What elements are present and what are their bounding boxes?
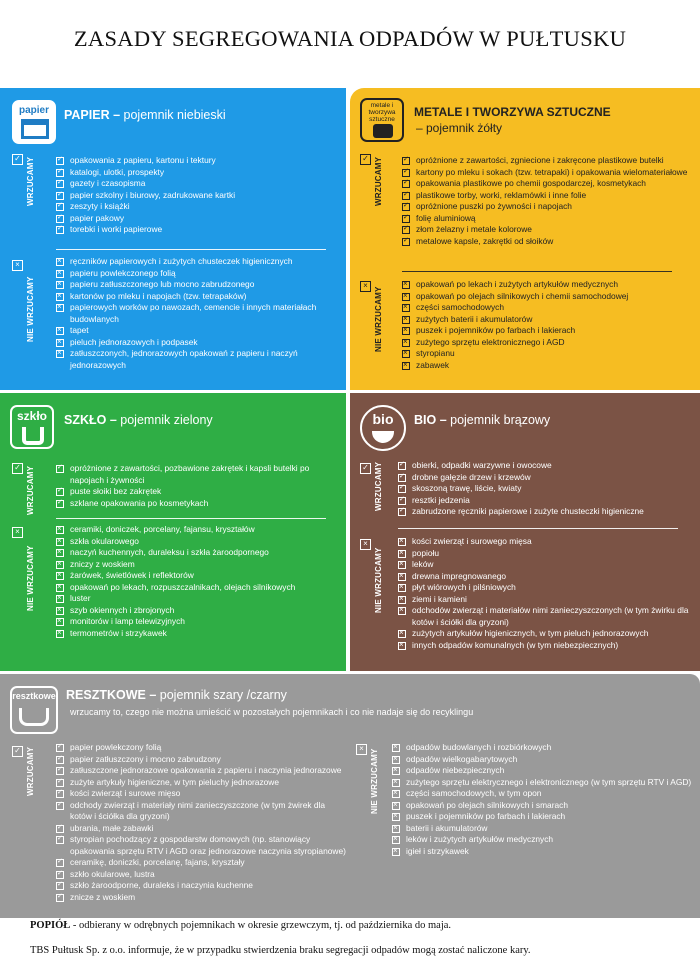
glass-panel [0, 393, 346, 671]
list-item: monitorów i lamp telewizyjnych × [56, 616, 336, 628]
list-item: popiołu × [398, 548, 694, 560]
list-item: opakowania plastikowe po chemii gospodarczej, kosmetykach ✓ [402, 178, 694, 190]
list-item: odpadów wielkogabarytowych × [392, 754, 692, 766]
paper-panel [0, 88, 346, 390]
paper-yes-list [56, 155, 336, 236]
metal-plastic-container-icon [360, 98, 404, 142]
list-item: opakowań po olejach silnikowych i chemii samochodowej × [402, 291, 694, 303]
metal-no-label: NIE WRZUCAMY [374, 286, 383, 352]
rest-heading [66, 688, 287, 702]
list-item: katalogi, ulotki, prospekty ✓ [56, 167, 336, 179]
bio-heading [414, 413, 550, 427]
list-item: zabawek × [402, 360, 694, 372]
bio-yes-label: WRZUCAMY [374, 461, 383, 511]
paper-logo-text: papier [18, 105, 49, 116]
divider [56, 518, 326, 519]
list-item: kości zwierząt i surowego mięsa × [398, 536, 694, 548]
list-item: opakowań po lekach, rozpuszczalnikach, olejach silnikowych × [56, 582, 336, 594]
rest-subtitle: wrzucamy to, czego nie można umieścić w pozostałych pojemnikach i co nie nadaje się do recyklingu [70, 707, 474, 717]
metal-panel [350, 88, 700, 390]
list-item: ręczników papierowych i zużytych chusteczek higienicznych × [56, 256, 336, 268]
list-item: innych odpadów komunalnych (w tym niebezpiecznych) × [398, 640, 694, 652]
list-item: odpadów niebezpiecznych × [392, 765, 692, 777]
glass-name: SZKŁO – [64, 413, 117, 427]
mixed-waste-panel [0, 674, 700, 918]
bio-container-icon [360, 405, 406, 451]
list-item: leków i zużytych artykułów medycznych × [392, 834, 692, 846]
list-item: ubrania, małe zabawki ✓ [56, 823, 346, 835]
bio-logo-text: bio [372, 411, 394, 427]
list-item: kartony po mleku i sokach (tzw. tetrapaki) i opakowania wielomateriałowe ✓ [402, 167, 694, 179]
paper-no-list [56, 256, 336, 371]
yes-check-icon: ✓ [360, 463, 371, 474]
list-item: części samochodowych, w tym opon × [392, 788, 692, 800]
rest-name: RESZTKOWE – [66, 688, 157, 702]
list-item: opakowania z papieru, kartonu i tektury ✓ [56, 155, 336, 167]
list-item: części samochodowych × [402, 302, 694, 314]
rest-no-list [392, 742, 692, 857]
divider [402, 271, 672, 272]
list-item: ceramiki, doniczek, porcelany, fajansu, kryształów × [56, 524, 336, 536]
list-item: ceramikę, doniczki, porcelanę, fajans, kryształy ✓ [56, 857, 346, 869]
list-item: naczyń kuchennych, duraleksu i szkła żaroodpornego × [56, 547, 336, 559]
list-item: opakowań po olejach silnikowych i smarach × [392, 800, 692, 812]
list-item: zabrudzone ręczniki papierowe i zużyte chusteczki higieniczne ✓ [398, 506, 694, 518]
bio-container: pojemnik brązowy [446, 413, 551, 427]
list-item: drobne gałęzie drzew i krzewów ✓ [398, 472, 694, 484]
list-item: szkła okularowego × [56, 536, 336, 548]
list-item: zniczy z woskiem × [56, 559, 336, 571]
list-item: puszek i pojemników po farbach i lakierach × [402, 325, 694, 337]
list-item: papier szkolny i biurowy, zadrukowane kartki ✓ [56, 190, 336, 202]
list-item: zużytych artykułów higienicznych, w tym pieluch jednorazowych × [398, 628, 694, 640]
list-item: papieru powlekczonego folią × [56, 268, 336, 280]
list-item: leków × [398, 559, 694, 571]
glass-yes-label: WRZUCAMY [26, 465, 35, 515]
no-cross-icon: × [360, 539, 371, 550]
list-item: opróżnione puszki po żywności i napojach ✓ [402, 201, 694, 213]
list-item: puszek i pojemników po farbach i lakierach × [392, 811, 692, 823]
yes-check-icon: ✓ [12, 154, 23, 165]
list-item: gazety i czasopisma ✓ [56, 178, 336, 190]
paper-heading [64, 108, 226, 122]
list-item: zatłuszczone jednorazowe opakowania z papieru i naczynia jednorazowe ✓ [56, 765, 346, 777]
page-title: ZASADY SEGREGOWANIA ODPADÓW W PUŁTUSKU [73, 26, 627, 51]
metal-yes-label: WRZUCAMY [374, 156, 383, 206]
list-item: zeszyty i książki ✓ [56, 201, 336, 213]
list-item: papier powlekczony folią ✓ [56, 742, 346, 754]
list-item: styropian pochodzący z gospodarstw domowych (np. stanowiący opakowania sprzętu RTV i AGD oraz jednorazowe naczynia styropianowe) ✓ [56, 834, 346, 857]
no-cross-icon: × [360, 281, 371, 292]
list-item: szyb okiennych i zbrojonych × [56, 605, 336, 617]
yes-check-icon: ✓ [12, 746, 23, 757]
list-item: znicze z woskiem ✓ [56, 892, 346, 904]
metal-yes-list [402, 155, 694, 247]
list-item: złom żelazny i metale kolorowe ✓ [402, 224, 694, 236]
list-item: odpadów budowlanych i rozbiórkowych × [392, 742, 692, 754]
list-item: drewna impregnowanego × [398, 571, 694, 583]
ash-text: - odbierany w odrębnych pojemnikach w okresie grzewczym, tj. od października do maja. [70, 920, 452, 931]
list-item: szkło żaroodporne, duraleks i naczynia kuchenne ✓ [56, 880, 346, 892]
rest-container: pojemnik szary /czarny [156, 688, 287, 702]
list-item: szkło okularowe, lustra ✓ [56, 869, 346, 881]
bio-no-list [398, 536, 694, 651]
metal-name: METALE I TWORZYWA SZTUCZNE [414, 105, 611, 119]
paper-yes-label: WRZUCAMY [26, 156, 35, 206]
list-item: puste słoiki bez zakrętek ✓ [56, 486, 336, 498]
list-item: płyt wiórowych i pilśniowych × [398, 582, 694, 594]
no-cross-icon: × [356, 744, 367, 755]
list-item: luster × [56, 593, 336, 605]
list-item: papierowych worków po nawozach, cemencie i innych materiałach budowlanych × [56, 302, 336, 325]
paper-name: PAPIER – [64, 108, 121, 122]
metal-container: – pojemnik żółty [416, 121, 503, 135]
glass-no-label: NIE WRZUCAMY [26, 545, 35, 611]
glass-logo-text: szkło [16, 409, 47, 423]
list-item: odchodów zwierząt i materiałów nimi zanieczyszczonych (w tym żwirku dla kotów i ściółki dla gryzoni) × [398, 605, 694, 628]
bio-no-label: NIE WRZUCAMY [374, 547, 383, 613]
list-item: opróżnione z zawartości, zgniecione i zakręcone plastikowe butelki ✓ [402, 155, 694, 167]
list-item: resztki jedzenia ✓ [398, 495, 694, 507]
glass-container: pojemnik zielony [116, 413, 213, 427]
list-item: obierki, odpadki warzywne i owocowe ✓ [398, 460, 694, 472]
list-item: styropianu × [402, 348, 694, 360]
list-item: zatłuszczonych, jednorazowych opakowań z papieru i naczyń jednorazowych × [56, 348, 336, 371]
list-item: opróżnione z zawartości, pozbawione zakrętek i kapsli butelki po napojach i żywności ✓ [56, 463, 336, 486]
ash-note [30, 920, 451, 931]
list-item: pieluch jednorazowych i podpasek × [56, 337, 336, 349]
metal-logo-text: metale i tworzywa sztuczne [368, 102, 396, 123]
list-item: skoszoną trawę, liście, kwiaty ✓ [398, 483, 694, 495]
list-item: papieru zatłuszczonego lub mocno zabrudzonego × [56, 279, 336, 291]
yes-check-icon: ✓ [12, 463, 23, 474]
list-item: zużytych baterii i akumulatorów × [402, 314, 694, 326]
glass-heading [64, 413, 213, 427]
glass-yes-list [56, 463, 336, 509]
divider [56, 249, 326, 250]
no-cross-icon: × [12, 260, 23, 271]
list-item: metalowe kapsle, zakrętki od słoików ✓ [402, 236, 694, 248]
paper-container: pojemnik niebieski [120, 108, 226, 122]
metal-heading [414, 104, 611, 136]
penalty-notice: TBS Pułtusk Sp. z o.o. informuje, że w przypadku stwierdzenia braku segregacji odpadów mogą zostać naliczone kary. [30, 945, 531, 956]
metal-no-list [402, 279, 694, 371]
no-cross-icon: × [12, 527, 23, 538]
list-item: ziemi i kamieni × [398, 594, 694, 606]
rest-yes-label: WRZUCAMY [26, 746, 35, 796]
glass-no-list [56, 524, 336, 639]
list-item: zużyte artykuły higieniczne, w tym pieluchy jednorazowe ✓ [56, 777, 346, 789]
list-item: zużytego sprzętu elektronicznego i AGD × [402, 337, 694, 349]
list-item: żarówek, świetlówek i reflektorów × [56, 570, 336, 582]
list-item: odchody zwierząt i materiały nimi zanieczyszczone (w tym żwirek dla kotów i ściółka dla gryzoni) ✓ [56, 800, 346, 823]
rest-logo-text: resztkowe [12, 691, 56, 701]
list-item: baterii i akumulatorów × [392, 823, 692, 835]
list-item: opakowań po lekach i zużytych artykułów medycznych × [402, 279, 694, 291]
list-item: igieł i strzykawek × [392, 846, 692, 858]
glass-container-icon [10, 405, 54, 449]
list-item: papier zatłuszczony i mocno zabrudzony ✓ [56, 754, 346, 766]
bio-yes-list [398, 460, 694, 518]
list-item: papier pakowy ✓ [56, 213, 336, 225]
paper-container-icon [12, 100, 56, 144]
mixed-waste-container-icon [10, 686, 58, 734]
divider [398, 528, 678, 529]
rest-no-label: NIE WRZUCAMY [370, 748, 379, 814]
list-item: kartonów po mleku i napojach (tzw. tetrapaków) × [56, 291, 336, 303]
list-item: tapet × [56, 325, 336, 337]
bio-panel [350, 393, 700, 671]
list-item: szklane opakowania po kosmetykach ✓ [56, 498, 336, 510]
list-item: kości zwierząt i surowe mięso ✓ [56, 788, 346, 800]
list-item: zużytego sprzętu elektrycznego i elektronicznego (w tym sprzętu RTV i AGD) × [392, 777, 692, 789]
list-item: torebki i worki papierowe ✓ [56, 224, 336, 236]
bio-name: BIO – [414, 413, 447, 427]
rest-yes-list [56, 742, 346, 903]
list-item: plastikowe torby, worki, reklamówki i inne folie ✓ [402, 190, 694, 202]
paper-no-label: NIE WRZUCAMY [26, 276, 35, 342]
ash-label: POPIÓŁ [30, 920, 71, 931]
list-item: folię aluminiową ✓ [402, 213, 694, 225]
list-item: termometrów i strzykawek × [56, 628, 336, 640]
yes-check-icon: ✓ [360, 154, 371, 165]
